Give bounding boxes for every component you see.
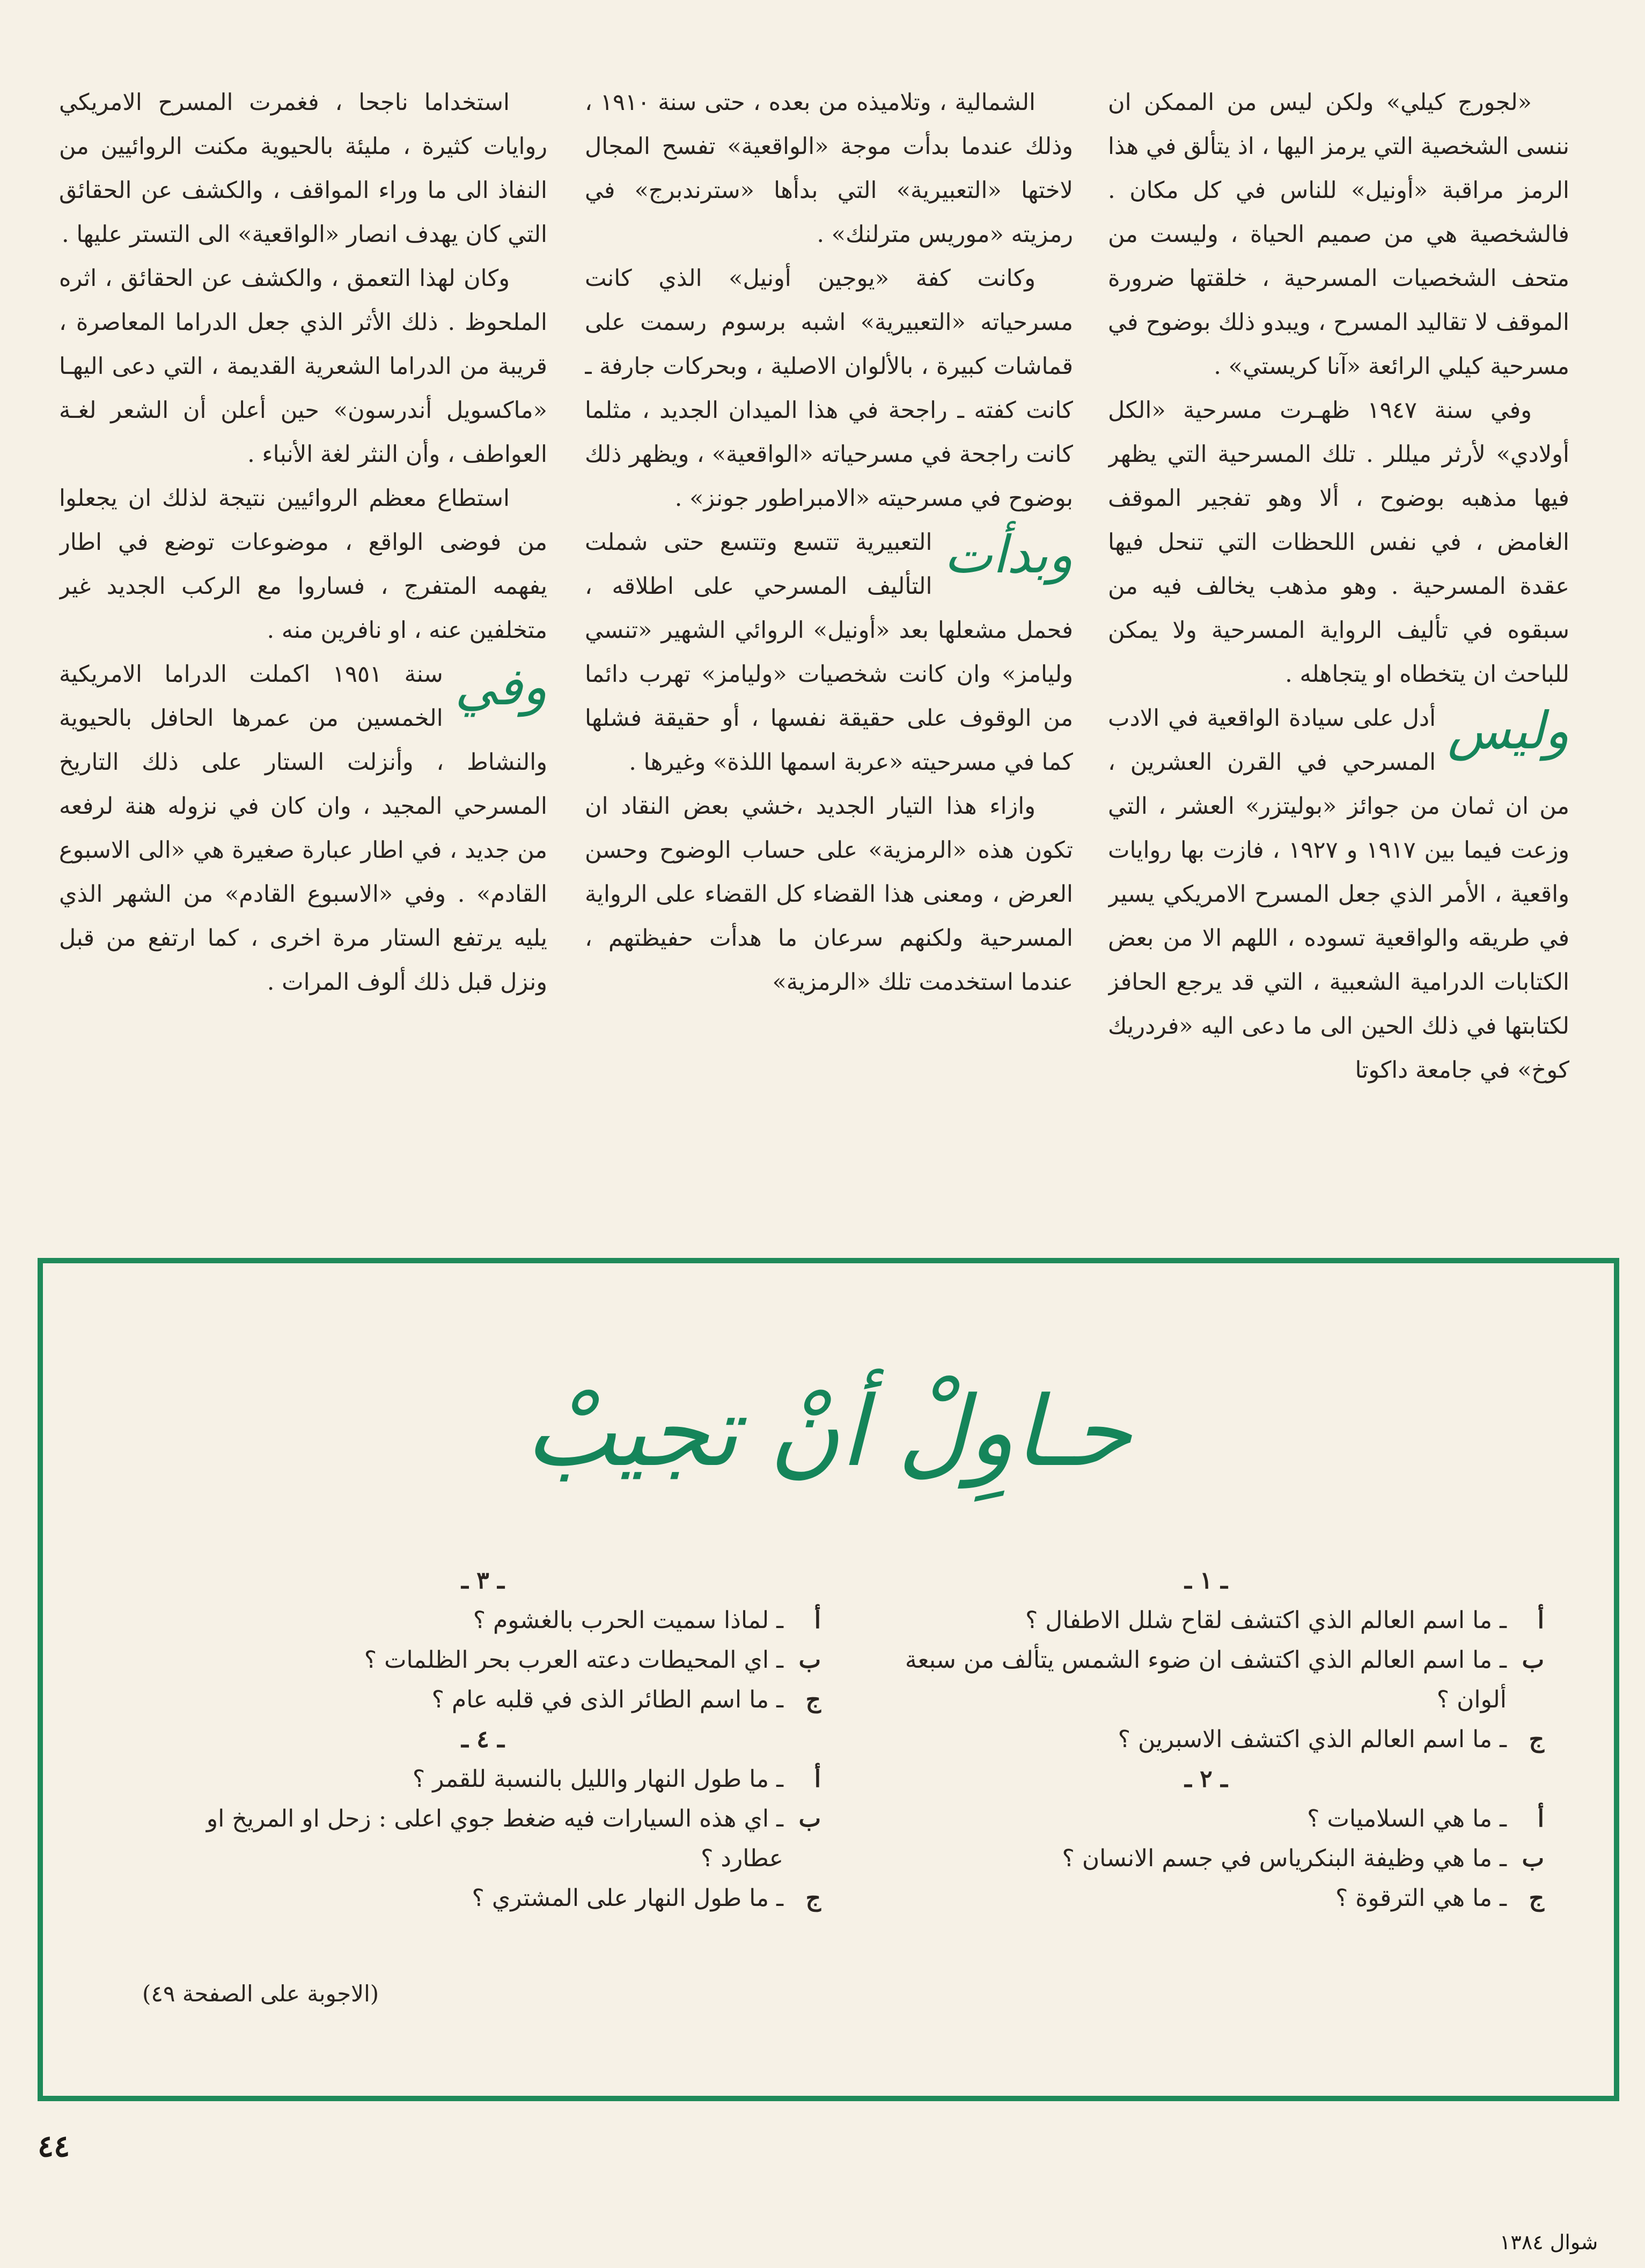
article-column-2 [585, 80, 1073, 1143]
paragraph: استخداما ناجحا ، فغمرت المسرح الامريكي روايات كثيرة ، مليئة بالحيوية مكنت الروائيين من النفاذ الى ما وراء المواقف ، والكشف عن الحقائق التي كان يهدف انصار «الواقعية» الى التستر عليها . [59, 89, 547, 248]
paragraph: وكان لهذا التعمق ، والكشف عن الحقائق ، اثره الملحوظ . ذلك الأثر الذي جعل الدراما المعاصرة ، قريبة من الدراما الشعرية القديمة ، التي دعى اليهـا «ماكسويل أندرسون» حين أعلن أن الشعر لغـة العواطف ، وأن النثر لغة الأنباء . [59, 265, 547, 468]
paragraph-text: التعبيرية تتسع وتتسع حتى شملت التأليف المسرحي على اطلاقه ، فحمل مشعلها بعد «أونيل» الروائي الشهير «تنسي وليامز» وان كانت شخصيات «وليامز» تهرب دائما من الوقوف على حقيقة نفسها ، أو حقيقة فشلها كما في مسرحيته «عربة اسمها اللذة» وغيرها . [585, 529, 1073, 776]
article-column-3 [59, 80, 547, 1143]
question-letter: ج [1529, 1884, 1544, 1912]
question-item [868, 1839, 1544, 1879]
dropcap-word: وليس [1448, 701, 1569, 761]
question-text: ـ اي هذه السيارات فيه ضغط جوي اعلى : زحل او المريخ او عطارد ؟ [206, 1805, 783, 1872]
question-group-number: ـ ٣ ـ [461, 1567, 505, 1594]
dropcap-word: وفي [454, 657, 547, 717]
question-letter: ب [798, 1646, 821, 1674]
question-item [145, 1879, 821, 1918]
question-group-number: ـ ٢ ـ [1184, 1765, 1228, 1793]
question-item [145, 1680, 821, 1720]
question-text: ـ ما هي السلاميات ؟ [1307, 1805, 1507, 1832]
question-item [868, 1720, 1544, 1759]
question-text: ـ ما اسم الطائر الذى في قلبه عام ؟ [431, 1686, 783, 1713]
quiz-column-left [145, 1561, 821, 1918]
question-item [868, 1640, 1544, 1720]
paragraph-text: سنة ١٩٥١ اكملت الدراما الامريكية الخمسين من عمرها الحافل بالحيوية والنشاط ، وأنزلت الستار على ذلك التاريخ المسرحي المجيد ، وان كان في نزوله هنة لرفعه من جديد ، في اطار عبارة صغيرة هي «الى الاسبوع القادم» . وفي «الاسبوع القادم» من الشهر الذي يليه يرتفع الستار مرة اخرى ، كما ارتفع من قبل ونزل قبل ذلك ألوف المرات . [59, 661, 547, 996]
dropcap-word: وبدأت [944, 525, 1073, 585]
question-item [145, 1799, 821, 1879]
question-letter: ب [1522, 1646, 1544, 1674]
question-letter: أ [1537, 1805, 1544, 1832]
paragraph: وفي سنة ١٩٤٧ ظهـرت مسرحية «الكل أولادي» لأرثر ميللر . تلك المسرحية التي يظهر فيها مذهبه بوضوح ، ألا وهو تفجير الموقف الغامض ، في نفس اللحظات التي تنحل فيها عقدة المسرحية . وهو مذهب يخالف فيه من سبقوه في تأليف الرواية المسرحية ولا يمكن للباحث ان يتخطاه او يتجاهله . [1108, 397, 1569, 688]
question-item [868, 1601, 1544, 1640]
issue-date: شوال ١٣٨٤ [1500, 2230, 1598, 2254]
question-letter: أ [1537, 1607, 1544, 1634]
question-text: ـ ما اسم العالم الذي اكتشف ان ضوء الشمس يتألف من سبعة ألوان ؟ [905, 1646, 1507, 1713]
paragraph-with-dropcap [585, 520, 1073, 784]
question-text: ـ ما هي وظيفة البنكرياس في جسم الانسان ؟ [1062, 1845, 1507, 1872]
question-letter: أ [814, 1607, 821, 1634]
question-letter: ب [1522, 1845, 1544, 1872]
article-column-1 [1108, 80, 1569, 1143]
question-item [145, 1601, 821, 1640]
question-item [145, 1640, 821, 1680]
question-item [868, 1799, 1544, 1839]
paragraph: وكانت كفة «يوجين أونيل» الذي كانت مسرحياته «التعبيرية» اشبه برسوم رسمت على قماشات كبيرة ، بالألوان الاصلية ، وبحركات جارفة ـ كانت كفته ـ راجحة في هذا الميدان الجديد ، مثلما كانت راجحة في مسرحياته «الواقعية» ، ويظهر ذلك بوضوح في مسرحيته «الامبراطور جونز» . [585, 265, 1073, 512]
question-text: ـ ما هي الترقوة ؟ [1335, 1884, 1507, 1912]
question-text: ـ لماذا سميت الحرب بالغشوم ؟ [473, 1607, 783, 1634]
page-number: ٤٤ [38, 2129, 70, 2164]
paragraph: الشمالية ، وتلاميذه من بعده ، حتى سنة ١٩١٠ ، وذلك عندما بدأت موجة «الواقعية» تفسح المجال لاختها «التعبيرية» التي بدأها «سترندبرج» في رمزيته «موريس مترلنك» . [585, 89, 1073, 248]
question-group-number: ـ ٤ ـ [461, 1726, 505, 1753]
question-text: ـ ما طول النهار والليل بالنسبة للقمر ؟ [412, 1765, 783, 1793]
paragraph-with-dropcap [59, 652, 547, 1004]
question-item [868, 1879, 1544, 1918]
question-letter: أ [814, 1765, 821, 1793]
question-letter: ج [805, 1686, 821, 1713]
question-group-number: ـ ١ ـ [1184, 1567, 1228, 1594]
question-letter: ج [805, 1884, 821, 1912]
question-letter: ج [1529, 1726, 1544, 1753]
question-text: ـ ما اسم العالم الذي اكتشف لقاح شلل الاطفال ؟ [1025, 1607, 1507, 1634]
paragraph-text: أدل على سيادة الواقعية في الادب المسرحي في القرن العشرين ، من ان ثمان من جوائز «بوليتزر» العشر ، التي وزعت فيما بين ١٩١٧ و ١٩٢٧ ، فازت بها روايات واقعية ، الأمر الذي جعل المسرح الامريكي يسير في طريقه والواقعية تسوده ، اللهم الا من بعض الكتابات الدرامية الشعبية ، التي قد يرجع الحافز لكتابتها في ذلك الحين الى ما دعى اليه «فردريك كوخ» في جامعة داكوتا [1108, 705, 1569, 1084]
paragraph: وازاء هذا التيار الجديد ،خشي بعض النقاد ان تكون هذه «الرمزية» على حساب الوضوح وحسن العرض ، ومعنى هذا القضاء كل القضاء على الرواية المسرحية ولكنهم سرعان ما هدأت حفيظتهم ، عندما استخدمت تلك «الرمزية» [585, 793, 1073, 996]
question-text: ـ ما اسم العالم الذي اكتشف الاسبرين ؟ [1118, 1726, 1507, 1753]
question-text: ـ ما طول النهار على المشتري ؟ [472, 1884, 783, 1912]
quiz-title: حـاوِلْ أنْ تجيبْ [525, 1376, 1132, 1488]
quiz-box [38, 1258, 1619, 2101]
paragraph: استطاع معظم الروائيين نتيجة لذلك ان يجعلوا من فوضى الواقع ، موضوعات توضع في اطار يفهمه المتفرج ، فساروا مع الركب الجديد غير متخلفين عنه ، او نافرين منه . [59, 485, 547, 644]
question-text: ـ اي المحيطات دعته العرب بحر الظلمات ؟ [364, 1646, 783, 1674]
question-item [145, 1759, 821, 1799]
paragraph-with-dropcap [1108, 696, 1569, 1092]
paragraph: «لجورج كيلي» ولكن ليس من الممكن ان ننسى الشخصية التي يرمز اليها ، اذ يتألق في هذا الرمز مراقبة «أونيل» للناس في كل مكان . فالشخصية هي من صميم الحياة ، وليست من متحف الشخصيات المسرحية ، خلقتها ضرورة الموقف لا تقاليد المسرح ، ويبدو ذلك بوضوح في مسرحية كيلي الرائعة «آنا كريستي» . [1108, 89, 1569, 380]
quiz-column-right [868, 1561, 1544, 1918]
question-letter: ب [798, 1805, 821, 1832]
answers-note: (الاجوبة على الصفحة ٤٩) [142, 1980, 379, 2007]
